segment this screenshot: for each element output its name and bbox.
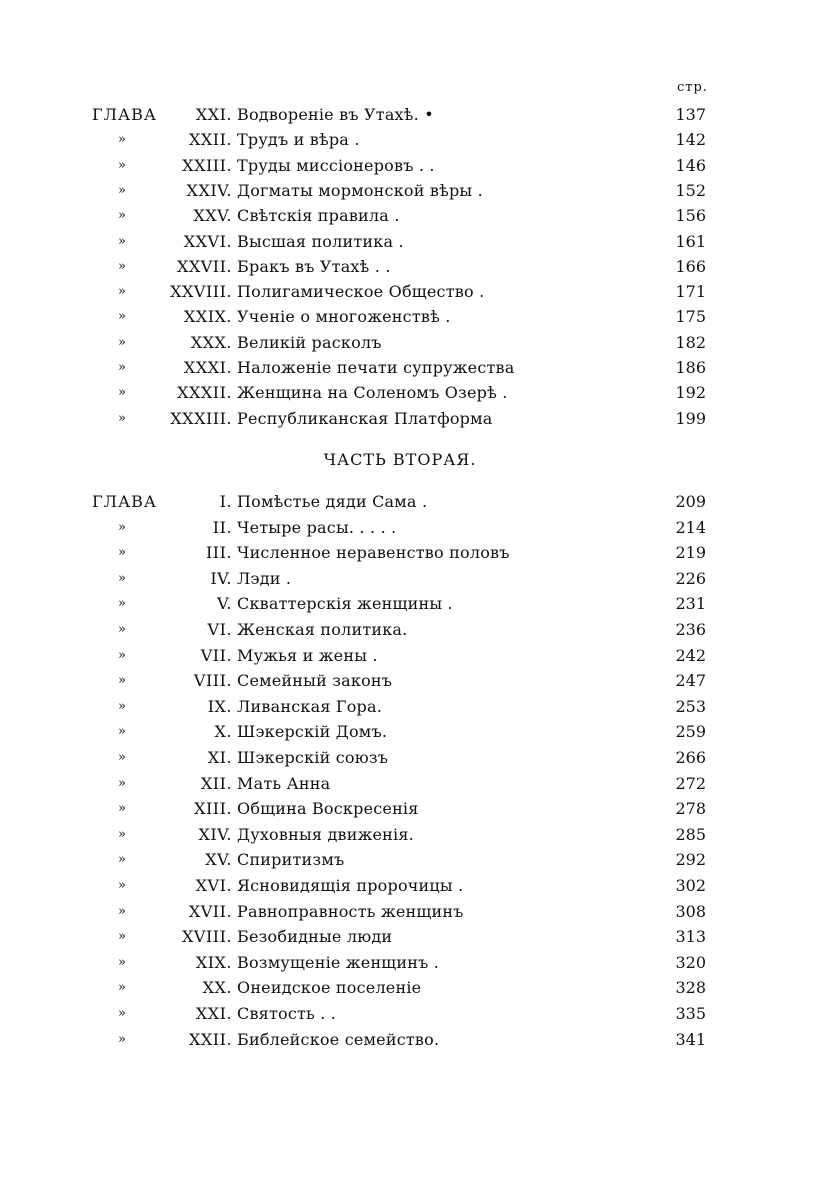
page-number: 292 xyxy=(675,850,706,870)
chapter-number: XXVII. xyxy=(176,256,232,276)
chapter-number: XXXII. xyxy=(177,383,232,403)
chapter-title: Высшая политика . xyxy=(237,231,404,251)
chapter-title: Ливанская Гора. xyxy=(237,696,382,716)
chapter-number: XXVIII. xyxy=(170,282,232,302)
chapter-title: Женская политика. xyxy=(237,620,408,639)
chapter-title: Семейный законъ xyxy=(237,671,393,691)
toc-entry xyxy=(0,719,840,744)
chapter-number: XVIII. xyxy=(182,927,232,947)
toc-entry xyxy=(0,899,840,924)
chapter-title: Мать Анна xyxy=(237,773,331,793)
page-number: 192 xyxy=(675,383,706,403)
ditto-mark: » xyxy=(118,929,126,945)
page-number: 236 xyxy=(675,620,706,639)
page-number: 259 xyxy=(675,722,706,742)
chapter-title: Библейское семейство. xyxy=(237,1029,440,1049)
chapter-title: Мужья и жены . xyxy=(237,645,378,665)
toc-entry xyxy=(0,304,840,329)
toc-entry xyxy=(0,975,840,1000)
toc-entry xyxy=(0,489,840,514)
toc-entry xyxy=(0,873,840,898)
chapter-title: Численное неравенство половъ xyxy=(237,543,510,563)
chapter-number: XXV. xyxy=(193,206,232,226)
chapter-number: XXXI. xyxy=(183,358,232,377)
page-number: 146 xyxy=(675,155,706,175)
ditto-mark: » xyxy=(118,903,126,919)
ditto-mark: » xyxy=(118,334,126,350)
chapter-title: Трудъ и вѣра . xyxy=(237,130,360,150)
page-number: 341 xyxy=(675,1029,706,1049)
page-number: 242 xyxy=(675,645,706,665)
chapter-title: Скваттерскія женщины . xyxy=(237,594,453,614)
toc-entry xyxy=(0,515,840,540)
chapter-number: IV. xyxy=(210,568,232,588)
chapter-title: Спиритизмъ xyxy=(237,850,345,870)
toc-entry xyxy=(0,796,840,821)
chapter-number: XXI. xyxy=(195,105,232,124)
chapter-number: X. xyxy=(214,722,232,742)
ditto-mark: » xyxy=(118,208,126,224)
page-number: 152 xyxy=(675,180,706,200)
page-number: 320 xyxy=(675,952,706,972)
chapter-number: VIII. xyxy=(193,671,232,691)
page-number: 209 xyxy=(675,492,706,511)
page-number: 226 xyxy=(675,568,706,588)
ditto-mark: » xyxy=(118,157,126,173)
page-number: 328 xyxy=(675,978,706,998)
page-number: 142 xyxy=(675,130,706,150)
chapter-title: Равноправность женщинъ xyxy=(237,901,464,921)
chapter-number: XXXIII. xyxy=(170,408,232,428)
chapter-title: Труды миссіонеровъ . . xyxy=(237,155,435,175)
chapter-title: Помѣстье дяди Сама . xyxy=(237,492,428,511)
chapter-title: Ясновидящія пророчицы . xyxy=(237,876,464,895)
toc-entry xyxy=(0,540,840,565)
page-number: 247 xyxy=(675,671,706,691)
page-number: 253 xyxy=(675,696,706,716)
chapter-title: Наложеніе печати супружества xyxy=(237,358,515,377)
ditto-mark: » xyxy=(118,258,126,274)
chapter-title: Водвореніе въ Утахѣ. • xyxy=(237,105,434,124)
toc-entry xyxy=(0,355,840,380)
chapter-number: XXVI. xyxy=(183,231,232,251)
toc-entry xyxy=(0,229,840,254)
page-number: 214 xyxy=(675,517,706,537)
chapter-title: Полигамическое Общество . xyxy=(237,282,485,302)
toc-entry xyxy=(0,847,840,872)
toc-entry xyxy=(0,203,840,228)
chapter-title: Духовныя движенія. xyxy=(237,824,414,844)
chapter-number: XI. xyxy=(207,748,232,767)
page-number: 199 xyxy=(675,408,706,428)
chapter-number: VI. xyxy=(207,620,232,639)
ditto-mark: » xyxy=(118,182,126,198)
page-number: 166 xyxy=(675,256,706,276)
toc-entry xyxy=(0,330,840,355)
ditto-mark: » xyxy=(118,980,126,996)
chapter-title: Безобидные люди xyxy=(237,927,393,947)
page-number: 175 xyxy=(675,307,706,327)
ditto-mark: » xyxy=(118,1031,126,1047)
ditto-mark: » xyxy=(118,724,126,740)
ditto-mark: » xyxy=(118,385,126,401)
toc-entry xyxy=(0,127,840,152)
chapter-number: XXX. xyxy=(190,332,232,352)
toc-entry xyxy=(0,694,840,719)
toc-entry xyxy=(0,745,840,770)
chapter-title: Четыре расы. . . . . xyxy=(237,517,397,537)
chapter-number: V. xyxy=(217,594,232,614)
page-number: 161 xyxy=(675,231,706,251)
ditto-mark: » xyxy=(118,698,126,714)
page-number: 278 xyxy=(675,799,706,819)
chapter-title: Женщина на Соленомъ Озерѣ . xyxy=(237,383,508,403)
toc-entry xyxy=(0,279,840,304)
chapter-number: II. xyxy=(212,517,232,537)
chapter-number: XIII. xyxy=(194,799,232,819)
chapter-title: Великій расколъ xyxy=(237,332,382,352)
chapter-number: XIV. xyxy=(198,824,232,844)
ditto-mark: » xyxy=(118,284,126,300)
toc-entry xyxy=(0,254,840,279)
page-number: 137 xyxy=(675,105,706,124)
toc-entry xyxy=(0,566,840,591)
chapter-number: XVI. xyxy=(195,876,232,895)
ditto-mark: » xyxy=(118,647,126,663)
chapter-number: XXIII. xyxy=(182,155,232,175)
toc-entry xyxy=(0,924,840,949)
chapter-title: Шэкерскій союзъ xyxy=(237,748,389,767)
ditto-mark: » xyxy=(118,570,126,586)
page-number: 308 xyxy=(675,901,706,921)
chapter-title: Святость . . xyxy=(237,1004,337,1023)
toc-entry xyxy=(0,668,840,693)
toc-entry xyxy=(0,178,840,203)
chapter-number: IX. xyxy=(207,696,232,716)
chapter-label: ГЛАВА xyxy=(92,492,157,511)
toc-entry xyxy=(0,617,840,642)
toc-entry xyxy=(0,591,840,616)
page-number: 266 xyxy=(675,748,706,767)
chapter-label: ГЛАВА xyxy=(92,105,157,124)
chapter-title: Республиканская Платформа xyxy=(237,408,493,428)
ditto-mark: » xyxy=(118,801,126,817)
chapter-number: III. xyxy=(205,543,232,563)
toc-entry xyxy=(0,102,840,127)
ditto-mark: » xyxy=(118,410,126,426)
chapter-number: XII. xyxy=(200,773,232,793)
page-number: 186 xyxy=(675,358,706,377)
page-number: 171 xyxy=(675,282,706,302)
ditto-mark: » xyxy=(118,622,126,637)
toc-entry xyxy=(0,822,840,847)
chapter-number: XXII. xyxy=(188,1029,232,1049)
ditto-mark: » xyxy=(118,132,126,148)
page-number: 219 xyxy=(675,543,706,563)
toc-entry xyxy=(0,406,840,431)
chapter-title: Догматы мормонской вѣры . xyxy=(237,180,483,200)
toc-entry xyxy=(0,1001,840,1026)
ditto-mark: » xyxy=(118,775,126,791)
chapter-number: XXI. xyxy=(195,1004,232,1023)
ditto-mark: » xyxy=(118,596,126,612)
chapter-number: XVII. xyxy=(188,901,232,921)
page-number: 335 xyxy=(675,1004,706,1023)
chapter-number: XXIV. xyxy=(186,180,232,200)
chapter-title: Лэди . xyxy=(237,568,292,588)
ditto-mark: » xyxy=(118,1006,126,1021)
page-number: 182 xyxy=(675,332,706,352)
chapter-title: Община Воскресенія xyxy=(237,799,419,819)
ditto-mark: » xyxy=(118,519,126,535)
part-two-heading: ЧАСТЬ ВТОРАЯ. xyxy=(323,450,477,469)
ditto-mark: » xyxy=(118,545,126,561)
toc-entry xyxy=(0,950,840,975)
ditto-mark: » xyxy=(118,878,126,893)
toc-entry xyxy=(0,1027,840,1052)
page-number: 231 xyxy=(675,594,706,614)
chapter-title: Шэкерскій Домъ. xyxy=(237,722,388,742)
chapter-title: Онеидское поселеніе xyxy=(237,978,422,998)
chapter-title: Возмущеніе женщинъ . xyxy=(237,952,440,972)
page-number: 285 xyxy=(675,824,706,844)
chapter-number: I. xyxy=(219,492,232,511)
page-number: 272 xyxy=(675,773,706,793)
page-number: 302 xyxy=(675,876,706,895)
ditto-mark: » xyxy=(118,954,126,970)
ditto-mark: » xyxy=(118,750,126,765)
ditto-mark: » xyxy=(118,309,126,325)
chapter-number: XXIX. xyxy=(183,307,232,327)
chapter-number: XX. xyxy=(202,978,232,998)
chapter-number: XIX. xyxy=(195,952,232,972)
chapter-number: XXII. xyxy=(188,130,232,150)
toc-entry xyxy=(0,380,840,405)
chapter-number: XV. xyxy=(205,850,232,870)
chapter-title: Бракъ въ Утахѣ . . xyxy=(237,256,391,276)
toc-entry xyxy=(0,771,840,796)
ditto-mark: » xyxy=(118,673,126,689)
toc-entry xyxy=(0,643,840,668)
toc-entry xyxy=(0,153,840,178)
page-column-label: стр. xyxy=(677,80,708,95)
ditto-mark: » xyxy=(118,233,126,249)
ditto-mark: » xyxy=(118,360,126,375)
chapter-number: VII. xyxy=(200,645,232,665)
ditto-mark: » xyxy=(118,826,126,842)
ditto-mark: » xyxy=(118,852,126,868)
page-number: 313 xyxy=(675,927,706,947)
chapter-title: Свѣтскія правила . xyxy=(237,206,400,226)
page-number: 156 xyxy=(675,206,706,226)
chapter-title: Ученіе о многоженствѣ . xyxy=(237,307,451,327)
